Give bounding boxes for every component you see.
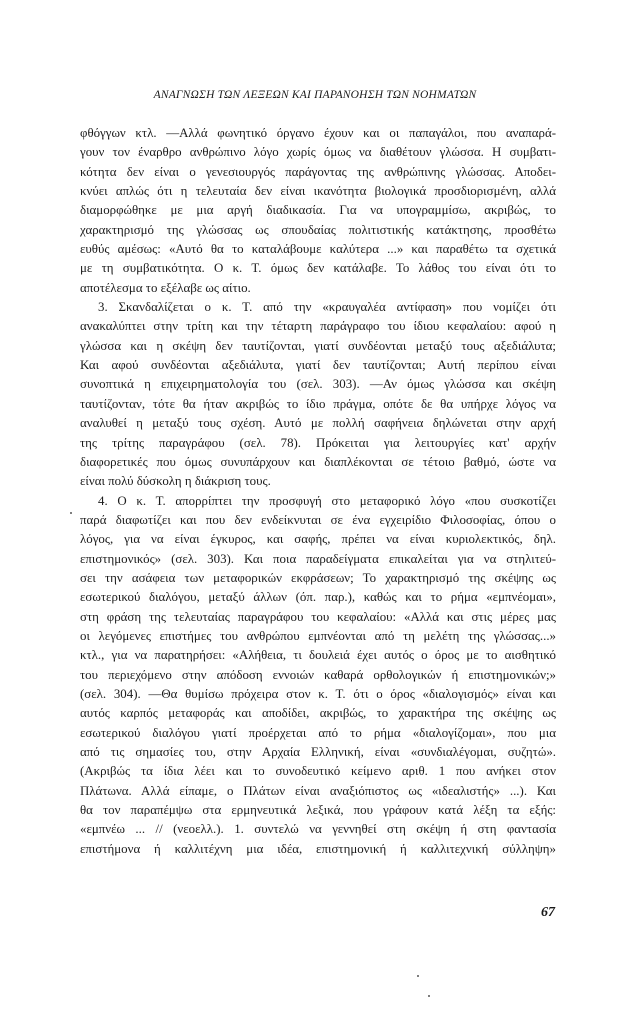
text-line: ταυτίζονταν, τότε θα ήταν ακριβώς το ίδιο πράγμα, οπότε δε θα υπήρχε λόγος να [80,396,556,411]
text-line: επιστημονικός» (σελ. 303). Και ποια παραδείγματα επικαλείται για να στηλιτεύ- [80,551,556,566]
text-line: φθόγγων κτλ. —Αλλά φωνητικό όργανο έχουν και οι παπαγάλοι, που αναπαρά- [80,126,556,140]
body-text [80,124,556,859]
text-line: εσωτερικού διαλόγου, μεταξύ άλλων (όπ. παρ.), καθώς και το ρήμα «εμπνέομαι», [80,590,556,605]
text-line: κτλ., για να παρατηρήσει: «Αλήθεια, τι δουλειά έχει αυτός ο όρος με το αισθητικό [80,648,556,663]
text-line: ευθύς αμέσως: «Αυτό θα το καταλάβουμε καλύτερα ...» και παραθέτω τα σχετικά [80,242,556,257]
text-line: θα τον παραπέμψω στα ερμηνευτικά λεξικά, που γράφουν κατά λέξη τα εξής: [80,803,556,818]
text-line: Και αφού συνδέονται αξεδιάλυτα, γιατί δεν ταυτίζονται; Αυτή περίπου είναι [80,358,556,373]
text-line: με τη συμβατικότητα. Ο κ. Τ. όμως δεν κατάλαβε. Το λάθος του είναι ότι το [80,261,556,276]
text-line: κότητα δεν είναι ο γενεσιουργός παράγοντας της ανθρώπινης γλώσσας. Αποδει- [80,164,556,179]
running-head: ΑΝΑΓΝΩΣΗ ΤΩΝ ΛΕΞΕΩΝ ΚΑΙ ΠΑΡΑΝΟΗΣΗ ΤΩΝ ΝΟΗΜΑΤΩΝ [153,89,477,101]
scan-speck [70,512,72,514]
text-line: αποτέλεσμα το εξέλαβε ως αίτιο. [80,280,251,295]
paragraph-3-start: 3. Σκανδαλίζεται ο κ. Τ. από την «κραυγαλέα αντίφαση» που νομίζει ότι [98,300,556,315]
text-line: διαφορετικές που όμως συνυπάρχουν και διαπλέκονται σε τέτοιο βαθμό, ώστε να [80,454,556,469]
scan-speck [428,995,430,997]
page-number: 67 [541,905,555,920]
text-line: στη φράση της τελευταίας παραγράφου του κεφαλαίου: «Αλλά και στις μέρες μας [80,609,556,624]
text-line: του περιεχόμενο στην απόδοση εννοιών καθαρά ορθολογικών ή επιστημονικών;» [80,667,556,682]
text-line: ανακαλύπτει στην τρίτη και την τέταρτη παράγραφο του ίδιου κεφαλαίου: αφού η [80,319,556,334]
text-line: διαμορφώθηκε με μια αργή διαδικασία. Για να υπογραμμίσω, ακριβώς, το [80,203,556,218]
text-line: γλώσσα και η σκέψη δεν ταυτίζονται, γιατί συνδέονται μεταξύ τους αξεδιάλυτα; [80,338,556,353]
text-line: είναι πολύ δύσκολη η διάκριση τους. [80,474,271,489]
text-line: χαρακτηρισμό της γλώσσας ως σπουδαίας πολιτιστικής κατάκτησης, προσθέτω [80,222,556,237]
text-line: λόγος, για να είναι έγκυρος, και σαφής, πρέπει να είναι κυριολεκτικός, δηλ. [80,532,556,547]
text-line: εσωτερικού διαλόγου γιατί προέρχεται από το ρήμα «διαλογίζομαι», που μια [80,725,556,740]
scan-speck [417,975,419,977]
text-line: γουν τον έναρθρο ανθρώπινο λόγο χωρίς όμως να διαθέτουν γλώσσα. Η συμβατι- [80,145,556,160]
text-line: κνύει απλώς ότι η τελευταία δεν είναι ικανότητα βιολογικά προσδιορισμένη, αλλά [80,184,556,199]
text-line: Πλάτωνα. Αλλά είπαμε, ο Πλάτων είναι αναξιόπιστος ως «ιδεαλιστής» ...). Και [80,783,556,798]
text-line: οι λεγόμενες επιστήμες του ανθρώπου εμπνέονται από τη μελέτη της γλώσσας...» [80,628,556,643]
text-line: παρά διαφωτίζει και που δεν ενδείκνυται σε ένα εγχειρίδιο Φιλοσοφίας, όπου ο [80,512,556,527]
text-line: (σελ. 304). —Θα θυμίσω πρόχειρα στον κ. Τ. ότι ο όρος «διαλογισμός» είναι και [80,686,556,701]
paragraph-4-start: 4. Ο κ. Τ. απορρίπτει την προσφυγή στο μεταφορικό λόγο «που συσκοτίζει [98,493,556,508]
text-line: συνοπτικά η επιχειρηματολογία του (σελ. 303). —Αν όμως γλώσσα και σκέψη [80,377,556,392]
text-line: σει την ασάφεια των μεταφορικών εκφράσεων; Το χαρακτηρισμό της σκέψης ως [80,570,556,585]
text-line: (Ακριβώς τα ίδια λέει και το συνοδευτικό κείμενο αριθ. 1 που ανήκει στον [80,764,556,779]
text-line: επιστήμονα ή καλλιτέχνη μια ιδέα, επιστημονική ή καλλιτεχνική σύλληψη» [80,841,556,856]
text-line: αυτός καρπός μεταφοράς και αποδίδει, ακριβώς, το χαρακτήρα της σκέψης ως [80,706,556,721]
text-line: από τις σημασίες του, στην Αρχαία Ελληνική, είναι «συνδιαλέγομαι, συζητώ». [80,745,556,759]
text-line: της τρίτης παραγράφου (σελ. 78). Πρόκειται για λειτουργίες κατ' αρχήν [80,435,556,450]
text-line: «εμπνέω ... // (νεοελλ.). 1. συντελώ να γεννηθεί στη σκέψη ή στη φαντασία [80,822,556,837]
text-line: αναλυθεί η μεταξύ τους σχέση. Αυτό με πολλή σαφήνεια δηλώνεται στην αρχή [80,416,556,431]
